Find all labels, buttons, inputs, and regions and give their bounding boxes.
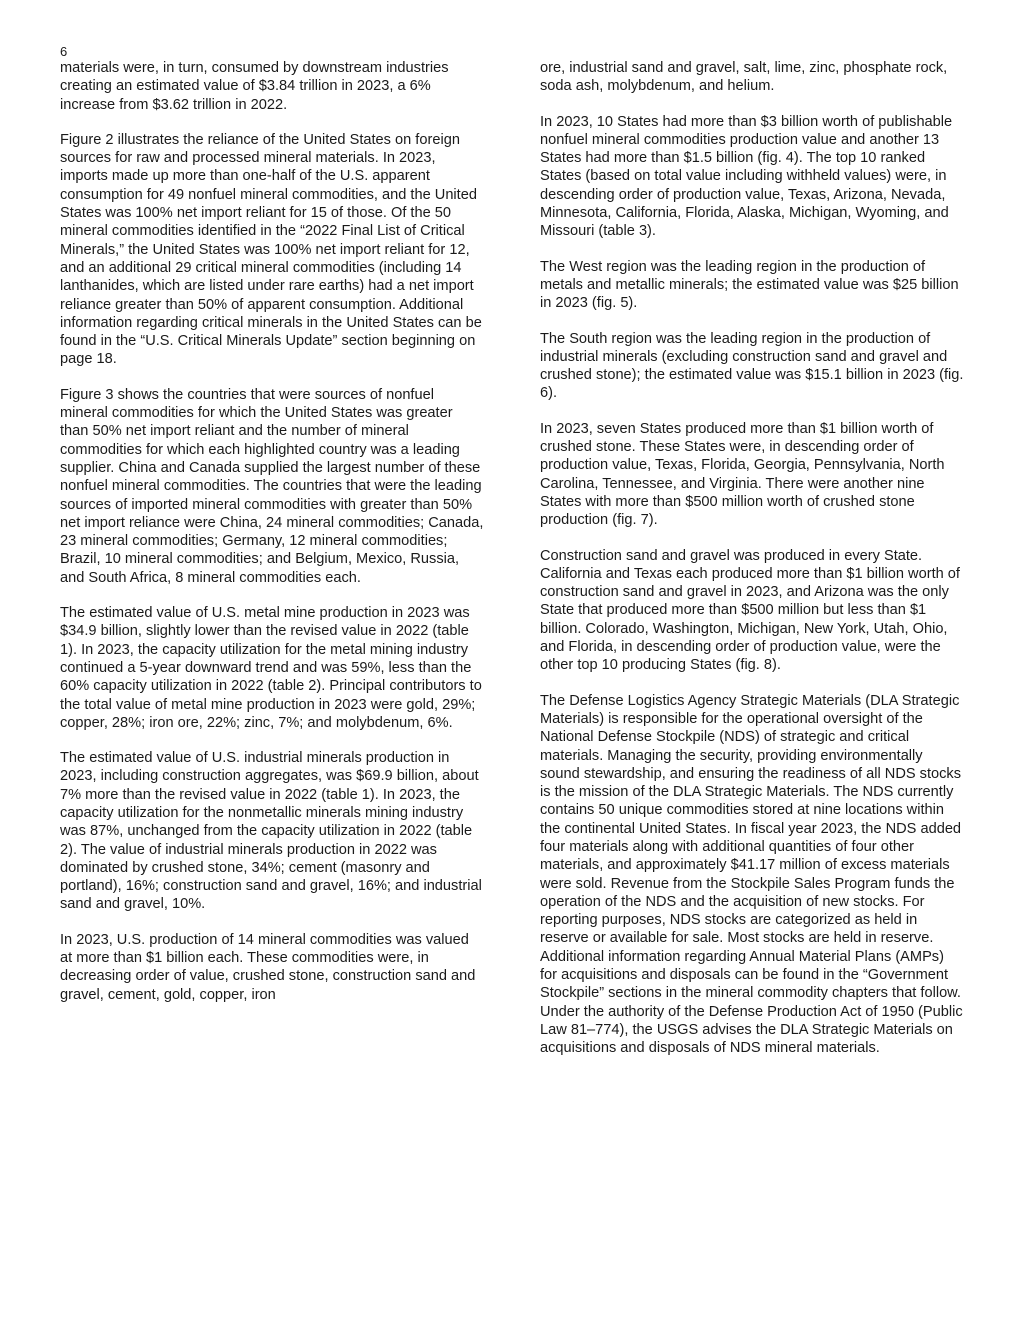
paragraph: materials were, in turn, consumed by downstream industries creating an estimated value of $3.84 trillion in 2023, a 6% increase from $3.62 trillion in 2022.: [60, 60, 449, 113]
page-number: 6: [60, 44, 68, 59]
right-column: [540, 59, 964, 1075]
paragraph: In 2023, 10 States had more than $3 billion worth of publishable nonfuel mineral commodities production value and another 13 States had more than $1.5 billion (fig. 4). The top 10 ranked States (based on total value including withheld values) were, in descending order of production value, Texas, Arizona, Nevada, Minnesota, California, Florida, Alaska, Michigan, Wyoming, and Missouri (table 3).: [540, 113, 953, 240]
paragraph: Figure 3 shows the countries that were sources of nonfuel mineral commodities for which the United States was greater than 50% net import reliant and the number of mineral commodities for which each highlighted country was a leading supplier. China and Canada supplied the largest number of these nonfuel mineral commodities. The countries that were the leading sources of imported mineral commodities with greater than 50% net import reliance were China, 24 mineral commodities; Canada, 23 mineral commodities; Germany, 12 mineral commodities; Brazil, 10 mineral commodities; and Belgium, Mexico, Russia, and South Africa, 8 mineral commodities each.: [60, 386, 484, 586]
paragraph: In 2023, U.S. production of 14 mineral commodities was valued at more than $1 billion each. These commodities were, in decreasing order of value, crushed stone, construction sand and gravel, cement, gold, copper, iron: [60, 931, 476, 1003]
paragraph: Construction sand and gravel was produced in every State. California and Texas each produced more than $1 billion worth of construction sand and gravel in 2023, and Arizona was the only State that produced more than $500 million but less than $1 billion. Colorado, Washington, Michigan, New York, Utah, Ohio, and Florida, in descending order of production value, were the other top 10 producing States (fig. 8).: [540, 547, 960, 674]
paragraph: The South region was the leading region in the production of industrial minerals (excluding construction sand and gravel and crushed stone); the estimated value was $15.1 billion in 2023 (fig. 6).: [540, 330, 964, 402]
paragraph: In 2023, seven States produced more than $1 billion worth of crushed stone. These States were, in descending order of production value, Texas, Florida, Georgia, Pennsylvania, North Carolina, Tennessee, and Virginia. There were another nine States with more than $500 million worth of crushed stone production (fig. 7).: [540, 420, 945, 529]
paragraph: The West region was the leading region in the production of metals and metallic minerals; the estimated value was $25 billion in 2023 (fig. 5).: [540, 258, 959, 312]
paragraph: The estimated value of U.S. industrial minerals production in 2023, including construction aggregates, was $69.9 billion, about 7% more than the revised value in 2022 (table 1). In 2023, the capacity utilization for the nonmetallic minerals mining industry was 87%, unchanged from the capacity utilization in 2022 (table 2). The value of industrial minerals production in 2022 was dominated by crushed stone, 34%; cement (masonry and portland), 16%; construction sand and gravel, 16%; and industrial sand and gravel, 10%.: [60, 750, 482, 913]
paragraph: The estimated value of U.S. metal mine production in 2023 was $34.9 billion, slightly lower than the revised value in 2022 (table 1). In 2023, the capacity utilization for the metal mining industry continued a 5-year downward trend and was 59%, less than the 60% capacity utilization in 2022 (table 2). Principal contributors to the total value of metal mine production in 2023 were gold, 29%; copper, 28%; iron ore, 22%; zinc, 7%; and molybdenum, 6%.: [60, 605, 482, 731]
paragraph: ore, industrial sand and gravel, salt, lime, zinc, phosphate rock, soda ash, molybdenum, and helium.: [540, 60, 948, 95]
paragraph: The Defense Logistics Agency Strategic Materials (DLA Strategic Materials) is responsible for the operational oversight of the National Defense Stockpile (NDS) of strategic and critical materials. Managing the security, providing environmentally sound stewardship, and ensuring the readiness of all NDS stocks is the mission of the DLA Strategic Materials. The NDS currently contains 50 unique commodities stored at nine locations within the continental United States. In fiscal year 2023, the NDS added four materials along with additional quantities of four other materials, and approximately $41.17 million of excess materials were sold. Revenue from the Stockpile Sales Program funds the operation of the NDS and the acquisition of new stocks. For reporting purposes, NDS stocks are categorized as held in reserve or available for sale. Most stocks are held in reserve. Additional information regarding Annual Material Plans (AMPs) for acquisitions and disposals can be found in the “Government Stockpile” sections in the mineral commodity chapters that follow. Under the authority of the Defense Production Act of 1950 (Public Law 81–774), the USGS advises the DLA Strategic Materials on acquisitions and disposals of NDS mineral materials.: [540, 692, 963, 1057]
paragraph: Figure 2 illustrates the reliance of the United States on foreign sources for raw and processed mineral materials. In 2023, imports made up more than one-half of the U.S. apparent consumption for 49 nonfuel mineral commodities, and the United States was 100% net import reliant for 15 of those. Of the 50 mineral commodities identified in the “2022 Final List of Critical Minerals,” the United States was 100% net import reliant for 12, and an additional 29 critical mineral commodities (including 14 lanthanides, which are listed under rare earths) had a net import reliance greater than 50% of apparent consumption. Additional information regarding critical minerals in the United States can be found in the “U.S. Critical Minerals Update” section beginning on page 18.: [60, 131, 482, 368]
left-column: [60, 59, 484, 1021]
